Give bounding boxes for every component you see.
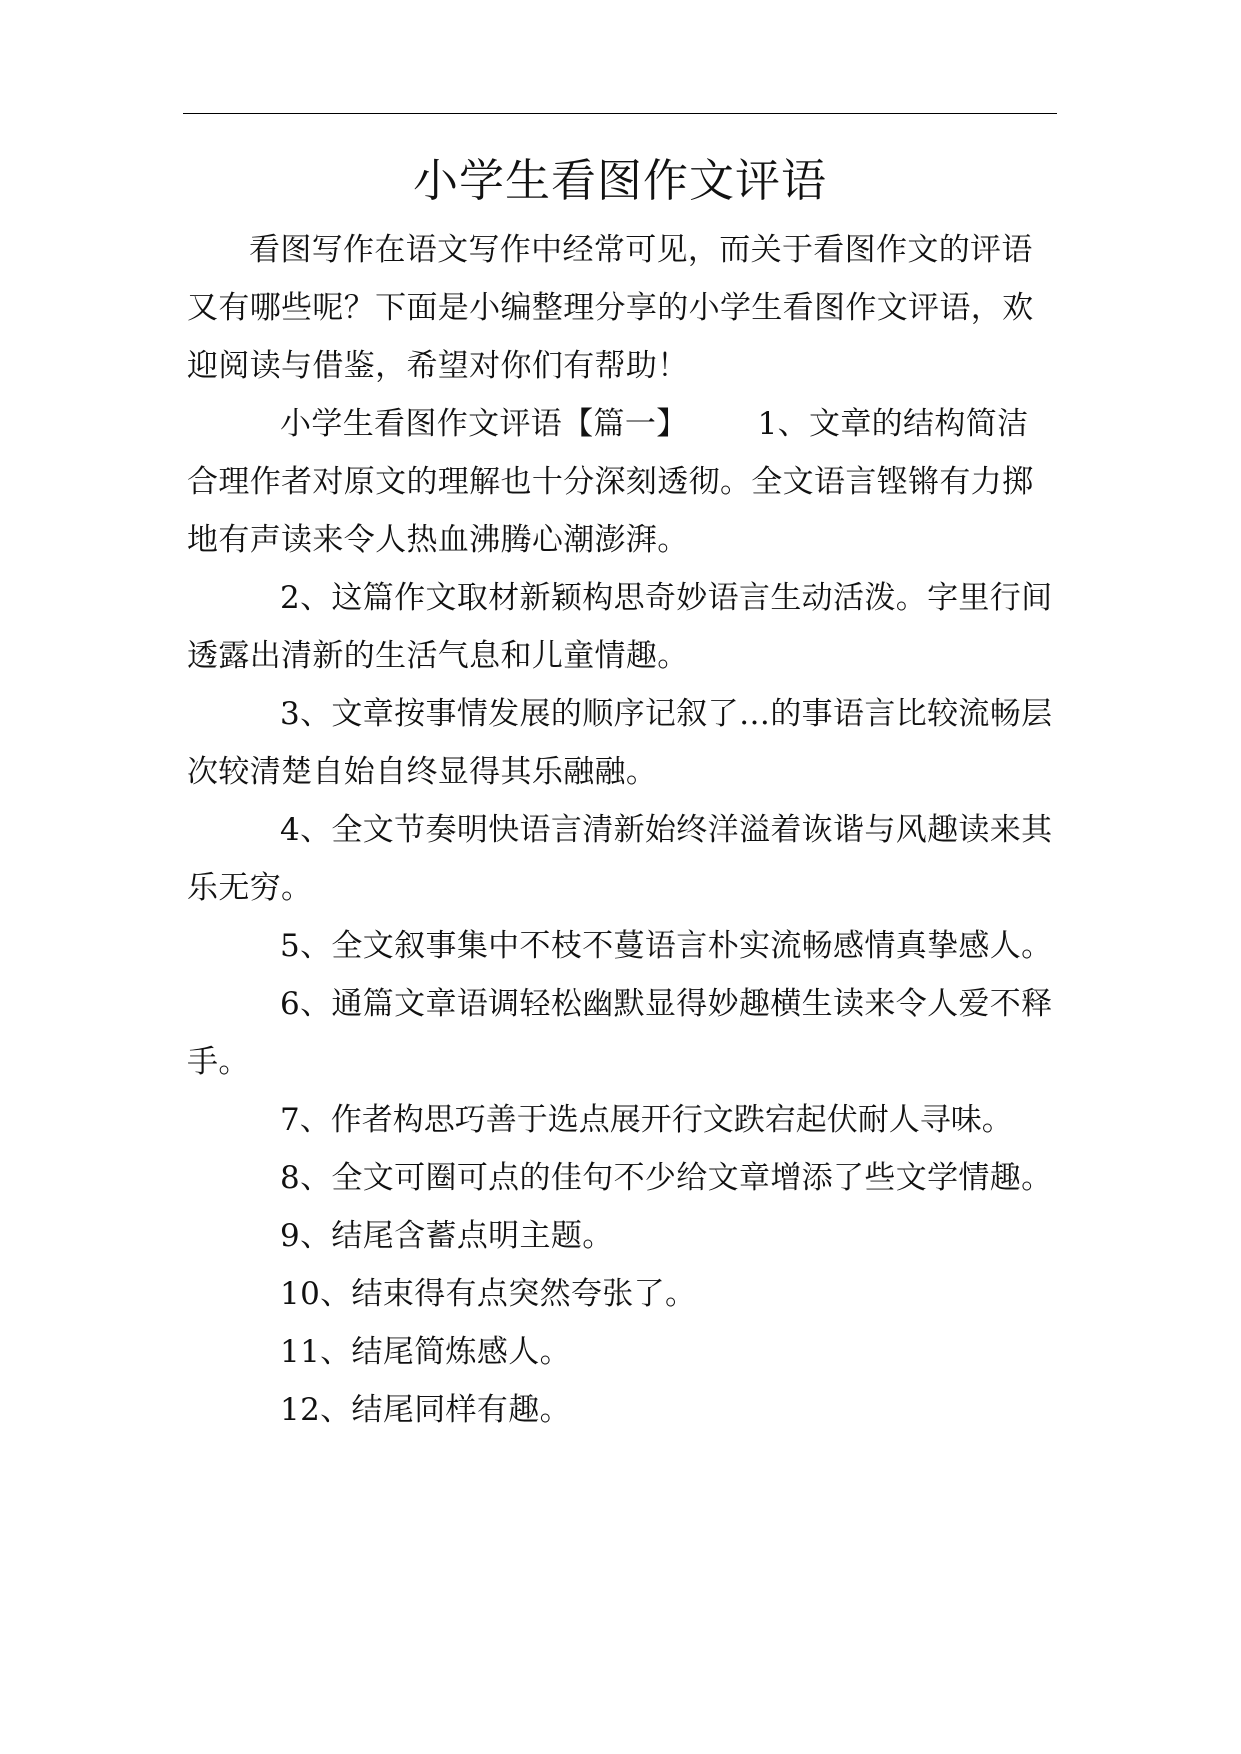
list-item-7: 7、作者构思巧善于选点展开行文跌宕起伏耐人寻味。: [280, 1102, 1013, 1138]
list-item-11: 11、结尾简炼感人。: [280, 1334, 571, 1370]
list-item-2: 2、这篇作文取材新颖构思奇妙语言生动活泼。字里行间透露出清新的生活气息和儿童情趣。: [187, 580, 1053, 674]
document-body: [187, 221, 1057, 1439]
list-item-8: 8、全文可圈可点的佳句不少给文章增添了些文学情趣。: [280, 1160, 1053, 1196]
intro-paragraph: 看图写作在语文写作中经常可见，而关于看图作文的评语又有哪些呢？下面是小编整理分享的小学生看图作文评语，欢迎阅读与借鉴，希望对你们有帮助！: [187, 232, 1034, 384]
list-item-9: 9、结尾含蓄点明主题。: [280, 1218, 614, 1254]
list-item-1: 1、文章的结构简洁合理作者对原文的理解也十分深刻透彻。全文语言铿锵有力掷地有声读来令人热血沸腾心潮澎湃。: [187, 406, 1034, 558]
header-rule: [183, 113, 1057, 114]
section-paragraph: [187, 395, 1057, 569]
list-item-12: 12、结尾同样有趣。: [280, 1392, 571, 1428]
list-item-4: 4、全文节奏明快语言清新始终洋溢着诙谐与风趣读来其乐无穷。: [187, 812, 1053, 906]
section-heading: 小学生看图作文评语【篇一】: [280, 406, 688, 442]
list-item-10: 10、结束得有点突然夸张了。: [280, 1276, 697, 1312]
document-title: 小学生看图作文评语: [412, 154, 827, 207]
list-item-5: 5、全文叙事集中不枝不蔓语言朴实流畅感情真挚感人。: [280, 928, 1053, 964]
list-item-3: 3、文章按事情发展的顺序记叙了…的事语言比较流畅层次较清楚自始自终显得其乐融融。: [187, 696, 1053, 790]
list-item-6: 6、通篇文章语调轻松幽默显得妙趣横生读来令人爱不释手。: [187, 986, 1053, 1080]
